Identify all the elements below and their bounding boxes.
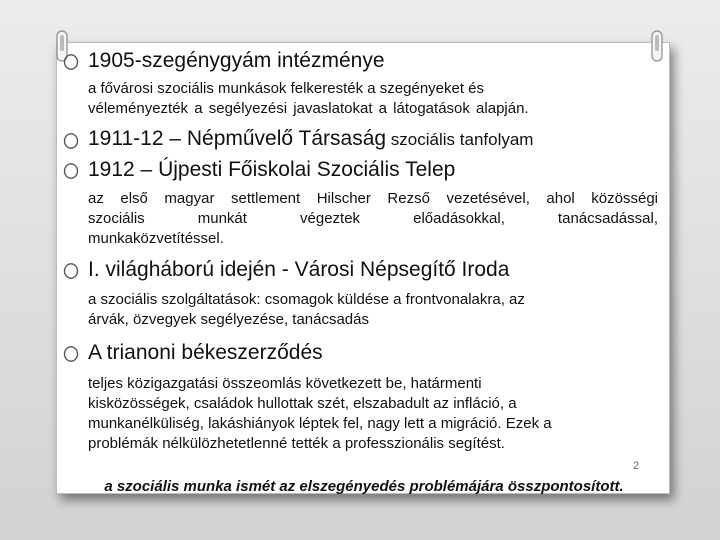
bullet-item [62,157,658,183]
bullet-body [62,290,658,330]
body-line: árvák, özvegyek segélyezése, tanácsadás [88,311,369,328]
body-line: a fővárosi szociális munkások felkeresték a szegényeket és [88,80,485,97]
bullet-circle-icon [62,162,80,180]
bullet-item [62,257,658,283]
bullet-circle-icon [62,262,80,280]
bullet-body [62,189,658,249]
bullet-item [62,340,658,366]
body-line: szociális munkát végeztek előadásokkal, tanácsadással, [88,210,658,227]
bullet-circle-icon [62,132,80,150]
body-line: munkaközvetítéssel. [88,230,224,247]
slide-content [62,48,658,454]
body-line: munkanélküliség, lakáshiányok léptek fel, nagy lett a migráció. Ezek a [88,415,552,432]
bullet-heading: 1911-12 – Népművelő Társaság [88,127,387,150]
closing-statement: a szociális munka ismét az elszegényedés problémájára összpontosított. [104,478,624,495]
bullet-body [62,79,658,119]
bullet-heading: I. világháború idején - Városi Népsegítő Iroda [88,258,510,281]
bullet-item [62,127,658,151]
bullet-heading: 1912 – Újpesti Főiskolai Szociális Telep [88,158,456,181]
page-number: 2 [632,460,640,472]
body-line: véleményezték a segélyezési javaslatokat a látogatások alapján. [88,100,529,117]
bullet-circle-icon [62,53,80,71]
bullet-heading: 1905-szegénygyám intézménye [88,49,385,72]
body-line: a szociális szolgáltatások: csomagok küldése a frontvonalakra, az [88,291,525,308]
bullet-circle-icon [62,345,80,363]
body-line: teljes közigazgatási összeomlás következett be, határmenti [88,375,482,392]
bullet-heading-suffix: szociális tanfolyam [386,130,534,149]
body-line: problémák nélkülözhetetlenné tették a professzionális segítést. [88,435,505,452]
bullet-item [62,48,658,74]
bullet-heading: A trianoni békeszerződés [88,341,323,364]
body-line: az első magyar settlement Hilscher Rezső vezetésével, ahol közösségi [88,190,658,207]
bullet-body [62,374,658,454]
body-line: kisközösségek, családok hullottak szét, elszabadult az infláció, a [88,395,517,412]
